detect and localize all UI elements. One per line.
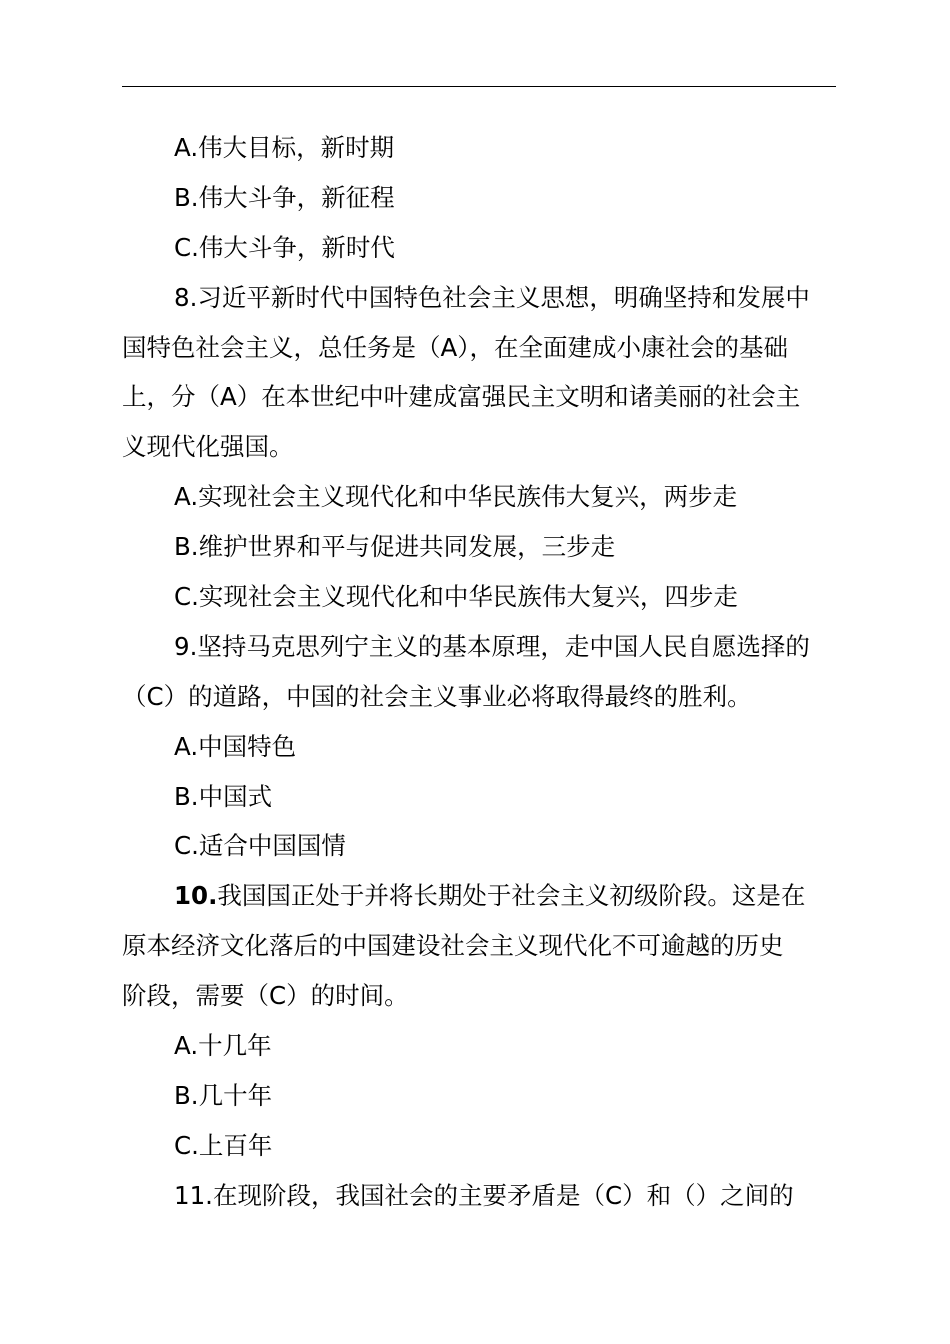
q7-option-c: C.伟大斗争，新时代 [174, 232, 395, 262]
q8-stem-line-2: 国特色社会主义，总任务是（A），在全面建成小康社会的基础 [122, 332, 789, 362]
q9-option-a: A.中国特色 [174, 731, 297, 761]
q10-stem-line-2: 原本经济文化落后的中国建设社会主义现代化不可逾越的历史 [122, 931, 784, 961]
q10-number: 10. [174, 881, 218, 911]
q10-option-b: B.几十年 [174, 1080, 273, 1110]
q10-stem-line-1-text: 我国国正处于并将长期处于社会主义初级阶段。这是在 [217, 881, 806, 911]
header-rule [122, 86, 836, 87]
q9-stem-line-2: （C）的道路，中国的社会主义事业必将取得最终的胜利。 [122, 681, 752, 711]
q9-stem-line-1: 9.坚持马克思列宁主义的基本原理，走中国人民自愿选择的 [174, 631, 810, 661]
q11-stem-line-1: 11.在现阶段，我国社会的主要矛盾是（C）和（）之间的 [174, 1180, 794, 1210]
q8-option-b: B.维护世界和平与促进共同发展，三步走 [174, 532, 616, 562]
q10-stem-line-1 [122, 871, 842, 921]
q8-stem-line-3: 上，分（A）在本世纪中叶建成富强民主文明和诸美丽的社会主 [122, 382, 801, 412]
q10-option-c: C.上百年 [174, 1130, 273, 1160]
q9-option-c: C.适合中国国情 [174, 831, 346, 861]
q9-option-b: B.中国式 [174, 781, 273, 811]
q8-stem-line-4: 义现代化强国。 [122, 432, 294, 462]
q7-option-a: A.伟大目标，新时期 [174, 133, 395, 162]
q7-option-b: B.伟大斗争，新征程 [174, 182, 395, 212]
q8-stem-line-1: 8.习近平新时代中国特色社会主义思想，明确坚持和发展中 [174, 282, 810, 312]
q8-option-c: C.实现社会主义现代化和中华民族伟大复兴，四步走 [174, 582, 738, 612]
q10-stem-line-3: 阶段，需要（C）的时间。 [122, 981, 409, 1011]
q8-option-a: A.实现社会主义现代化和中华民族伟大复兴，两步走 [174, 482, 738, 512]
document-body [122, 123, 842, 1221]
q10-option-a: A.十几年 [174, 1031, 272, 1061]
